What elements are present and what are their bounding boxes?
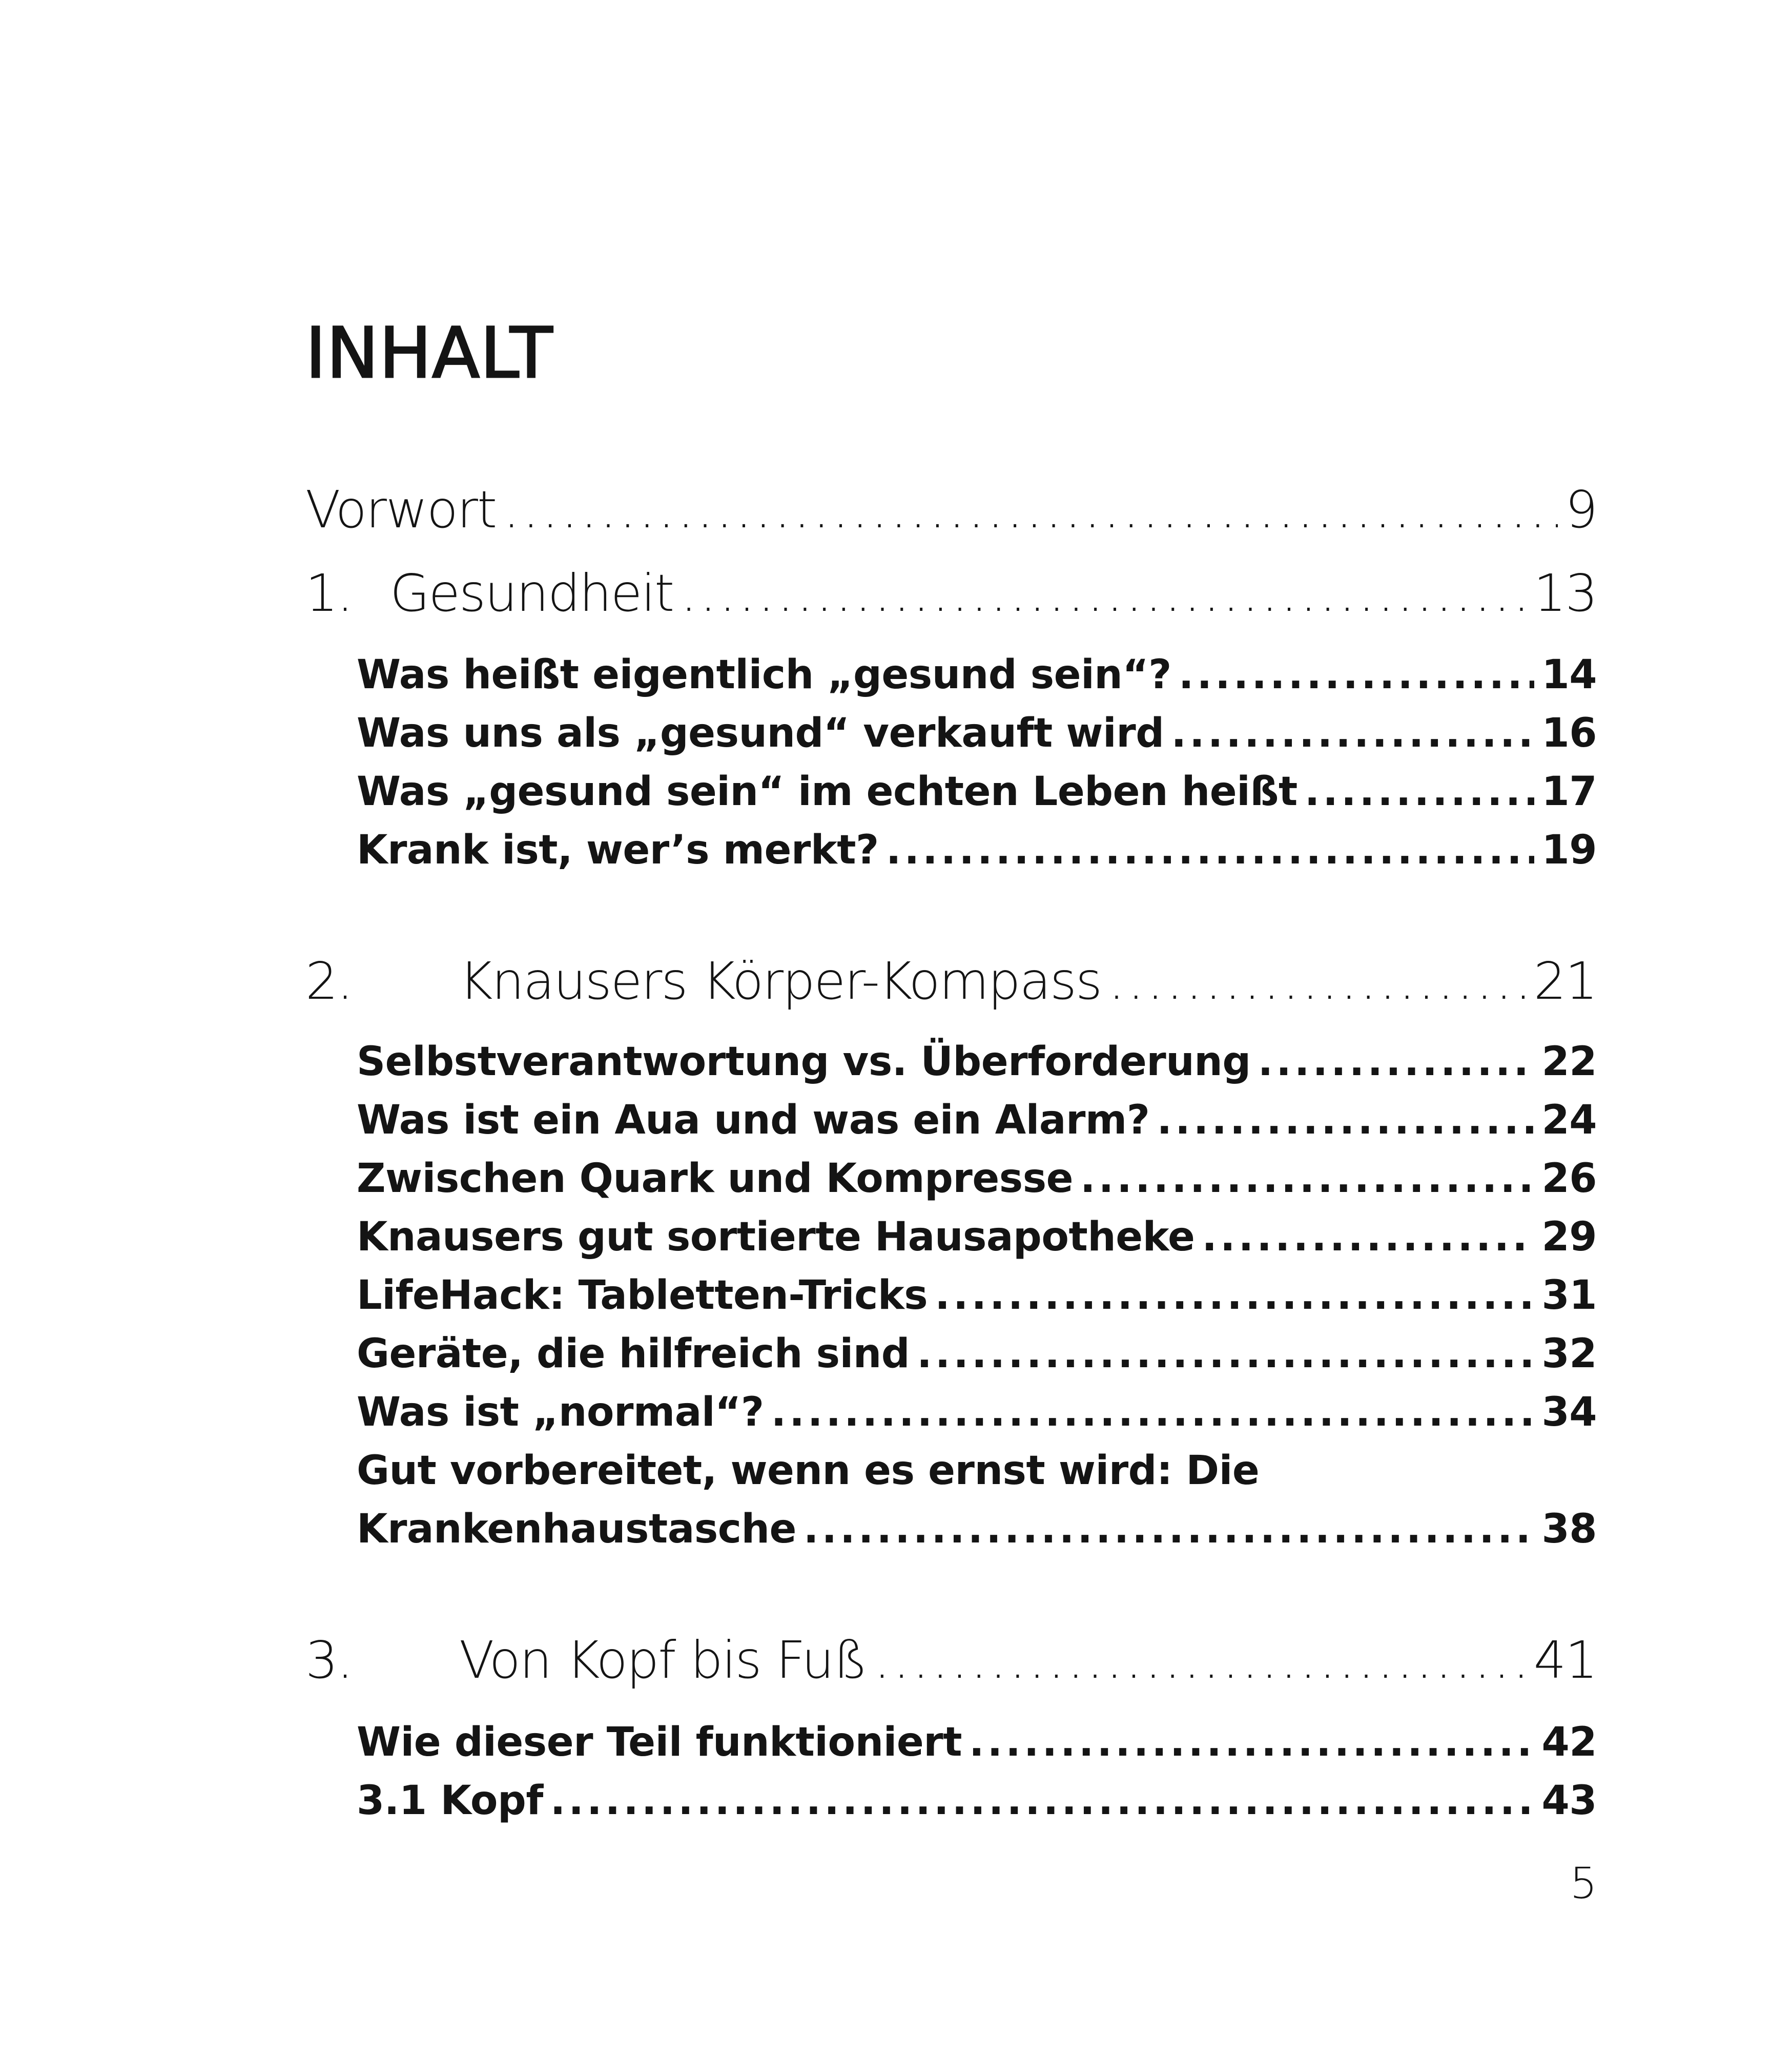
toc-entry-title: Zwischen Quark und Kompresse <box>357 1156 1074 1202</box>
toc-page-number: 16 <box>1541 710 1597 756</box>
dot-leader <box>1080 1150 1534 1207</box>
toc-page-number: 14 <box>1541 652 1597 698</box>
toc-entry[interactable] <box>357 1150 1597 1207</box>
toc-entry-vorwort[interactable] <box>305 474 1597 546</box>
dot-leader <box>503 474 1558 546</box>
dot-leader <box>550 1773 1535 1829</box>
toc-entry[interactable] <box>357 705 1597 762</box>
toc-page-number: 19 <box>1541 827 1597 873</box>
toc-page-number: 31 <box>1541 1272 1597 1319</box>
dot-leader <box>917 1326 1534 1382</box>
chapter-title: Gesundheit <box>390 563 674 623</box>
toc-page-number: 24 <box>1541 1097 1597 1143</box>
chapter-title: Knausers Körper-Kompass <box>459 951 1102 1011</box>
toc-page-number: 34 <box>1541 1389 1597 1435</box>
dot-leader <box>1179 647 1535 703</box>
toc-entry[interactable] <box>357 1092 1597 1148</box>
toc-page-number: 17 <box>1541 769 1597 815</box>
toc-chapter-1[interactable] <box>305 558 1597 629</box>
dot-leader <box>935 1267 1534 1324</box>
dot-leader <box>1171 705 1535 762</box>
toc-page-number: 43 <box>1541 1778 1597 1824</box>
toc-entry-title: Krankenhaustasche <box>357 1506 796 1552</box>
toc-page-number: 41 <box>1533 1630 1597 1690</box>
page-number: 5 <box>1570 1858 1597 1908</box>
toc-entry[interactable] <box>357 822 1597 878</box>
dot-leader <box>1202 1209 1534 1265</box>
toc-page-number: 29 <box>1541 1214 1597 1260</box>
toc-page-number: 32 <box>1541 1331 1597 1377</box>
toc-entry-wrapped-first-line[interactable]: Gut vorbereitet, wenn es ernst wird: Die <box>357 1448 1260 1494</box>
toc-entry-title: Was ist „normal“? <box>357 1389 764 1435</box>
toc-entry-title: Was heißt eigentlich „gesund sein“? <box>357 652 1171 698</box>
toc-chapter-3[interactable] <box>305 1624 1597 1696</box>
dot-leader <box>804 1501 1535 1557</box>
toc-entry[interactable] <box>357 1209 1597 1265</box>
toc-entry-title: LifeHack: Tabletten-Tricks <box>357 1272 928 1319</box>
dot-leader <box>1305 764 1535 820</box>
chapter-number: 3. <box>305 1630 353 1690</box>
toc-page-number: 22 <box>1541 1039 1597 1085</box>
toc-page-number: 9 <box>1565 480 1597 540</box>
chapter-number: 2. <box>305 951 353 1011</box>
dot-leader <box>771 1384 1535 1440</box>
toc-entry[interactable] <box>357 1326 1597 1382</box>
dot-leader <box>1108 945 1527 1017</box>
chapter-number: 1. <box>305 563 353 623</box>
toc-entry-title: 3.1 Kopf <box>357 1778 543 1824</box>
toc-entry[interactable] <box>357 1773 1597 1829</box>
dot-leader <box>1258 1034 1535 1090</box>
toc-page-number: 21 <box>1533 951 1597 1011</box>
toc-entry-title: Was „gesund sein“ im echten Leben heißt <box>357 769 1297 815</box>
toc-entry-title: Was ist ein Aua und was ein Alarm? <box>357 1097 1150 1143</box>
toc-page-number: 42 <box>1541 1719 1597 1765</box>
toc-entry-title: Vorwort <box>305 480 497 540</box>
toc-chapter-2[interactable] <box>305 945 1597 1017</box>
toc-entry-title: Krank ist, wer’s merkt? <box>357 827 879 873</box>
toc-entry[interactable] <box>357 764 1597 820</box>
dot-leader <box>969 1714 1534 1771</box>
toc-entry[interactable] <box>357 1714 1597 1771</box>
page-title: INHALT <box>305 313 553 394</box>
toc-entry-wrapped-last-line[interactable] <box>357 1501 1597 1557</box>
dot-leader <box>886 822 1535 878</box>
toc-entry-title: Wie dieser Teil funktioniert <box>357 1719 962 1765</box>
chapter-title: Von Kopf bis Fuß <box>459 1630 867 1690</box>
toc-entry-title: Geräte, die hilfreich sind <box>357 1331 910 1377</box>
toc-entry[interactable] <box>357 647 1597 703</box>
toc-page-number: 26 <box>1541 1156 1597 1202</box>
dot-leader <box>1157 1092 1534 1148</box>
toc-entry-title: Was uns als „gesund“ verkauft wird <box>357 710 1164 756</box>
toc-page-number: 38 <box>1541 1506 1597 1552</box>
dot-leader <box>874 1624 1526 1696</box>
toc-entry-title: Knausers gut sortierte Hausapotheke <box>357 1214 1195 1260</box>
toc-entry[interactable] <box>357 1384 1597 1440</box>
toc-entry[interactable] <box>357 1034 1597 1090</box>
toc-entry[interactable] <box>357 1267 1597 1324</box>
toc-entry-title: Selbstverantwortung vs. Überforderung <box>357 1039 1251 1085</box>
toc-page-number: 13 <box>1533 563 1597 623</box>
dot-leader <box>681 558 1527 629</box>
